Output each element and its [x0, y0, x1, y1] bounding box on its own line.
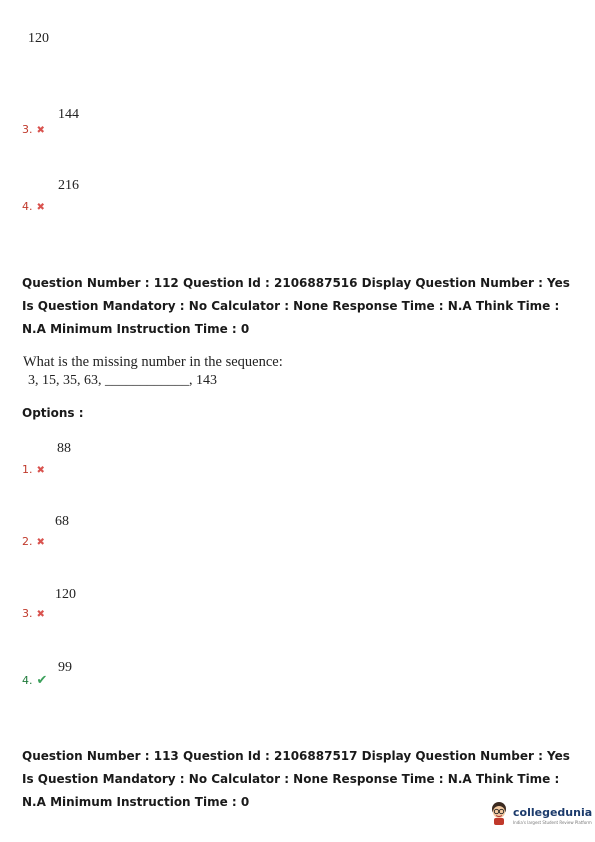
- question-meta: Question Number : 112 Question Id : 2106887516 Display Question Number : Yes Is Question Mandatory : No Calculator : None Response Time : N.A Think Time : N.A Minimum Instruction Time : 0: [22, 276, 570, 336]
- cross-icon: ✖: [36, 202, 45, 213]
- cross-icon: ✖: [36, 537, 45, 548]
- collegedunia-logo: [488, 800, 592, 826]
- question-prompt: What is the missing number in the sequence:: [23, 354, 283, 370]
- logo-name: collegedunia: [513, 806, 593, 819]
- option-number: 3.: [22, 607, 33, 620]
- option-item[interactable]: [22, 669, 47, 688]
- option-value: 120: [28, 31, 49, 46]
- option-item[interactable]: [22, 602, 45, 621]
- check-icon: ✔: [36, 673, 48, 688]
- mascot-icon: [488, 800, 510, 826]
- option-number: 3.: [22, 123, 33, 136]
- option-number: 4.: [22, 200, 33, 213]
- options-label: Options :: [22, 406, 84, 420]
- option-number: 4.: [22, 674, 33, 687]
- logo-tagline: India's largest Student Review Platform: [513, 820, 592, 825]
- option-value: 99: [58, 660, 72, 675]
- cross-icon: ✖: [36, 465, 45, 476]
- option-number: 1.: [22, 463, 33, 476]
- question-meta: Question Number : 113 Question Id : 2106887517 Display Question Number : Yes Is Question Mandatory : No Calculator : None Response Time : N.A Think Time : N.A Minimum Instruction Time : 0: [22, 749, 570, 809]
- option-value: 120: [55, 587, 76, 602]
- option-number: 2.: [22, 535, 33, 548]
- option-value: 88: [57, 441, 71, 456]
- option-value: 144: [58, 107, 79, 122]
- option-value: 68: [55, 514, 69, 529]
- option-value: 216: [58, 178, 79, 193]
- option-item: [22, 195, 45, 214]
- question-sequence: 3, 15, 35, 63, ____________, 143: [28, 373, 217, 388]
- cross-icon: ✖: [36, 125, 45, 136]
- option-item[interactable]: [22, 458, 45, 477]
- option-item[interactable]: [22, 530, 45, 549]
- cross-icon: ✖: [36, 609, 45, 620]
- option-item: [22, 118, 45, 137]
